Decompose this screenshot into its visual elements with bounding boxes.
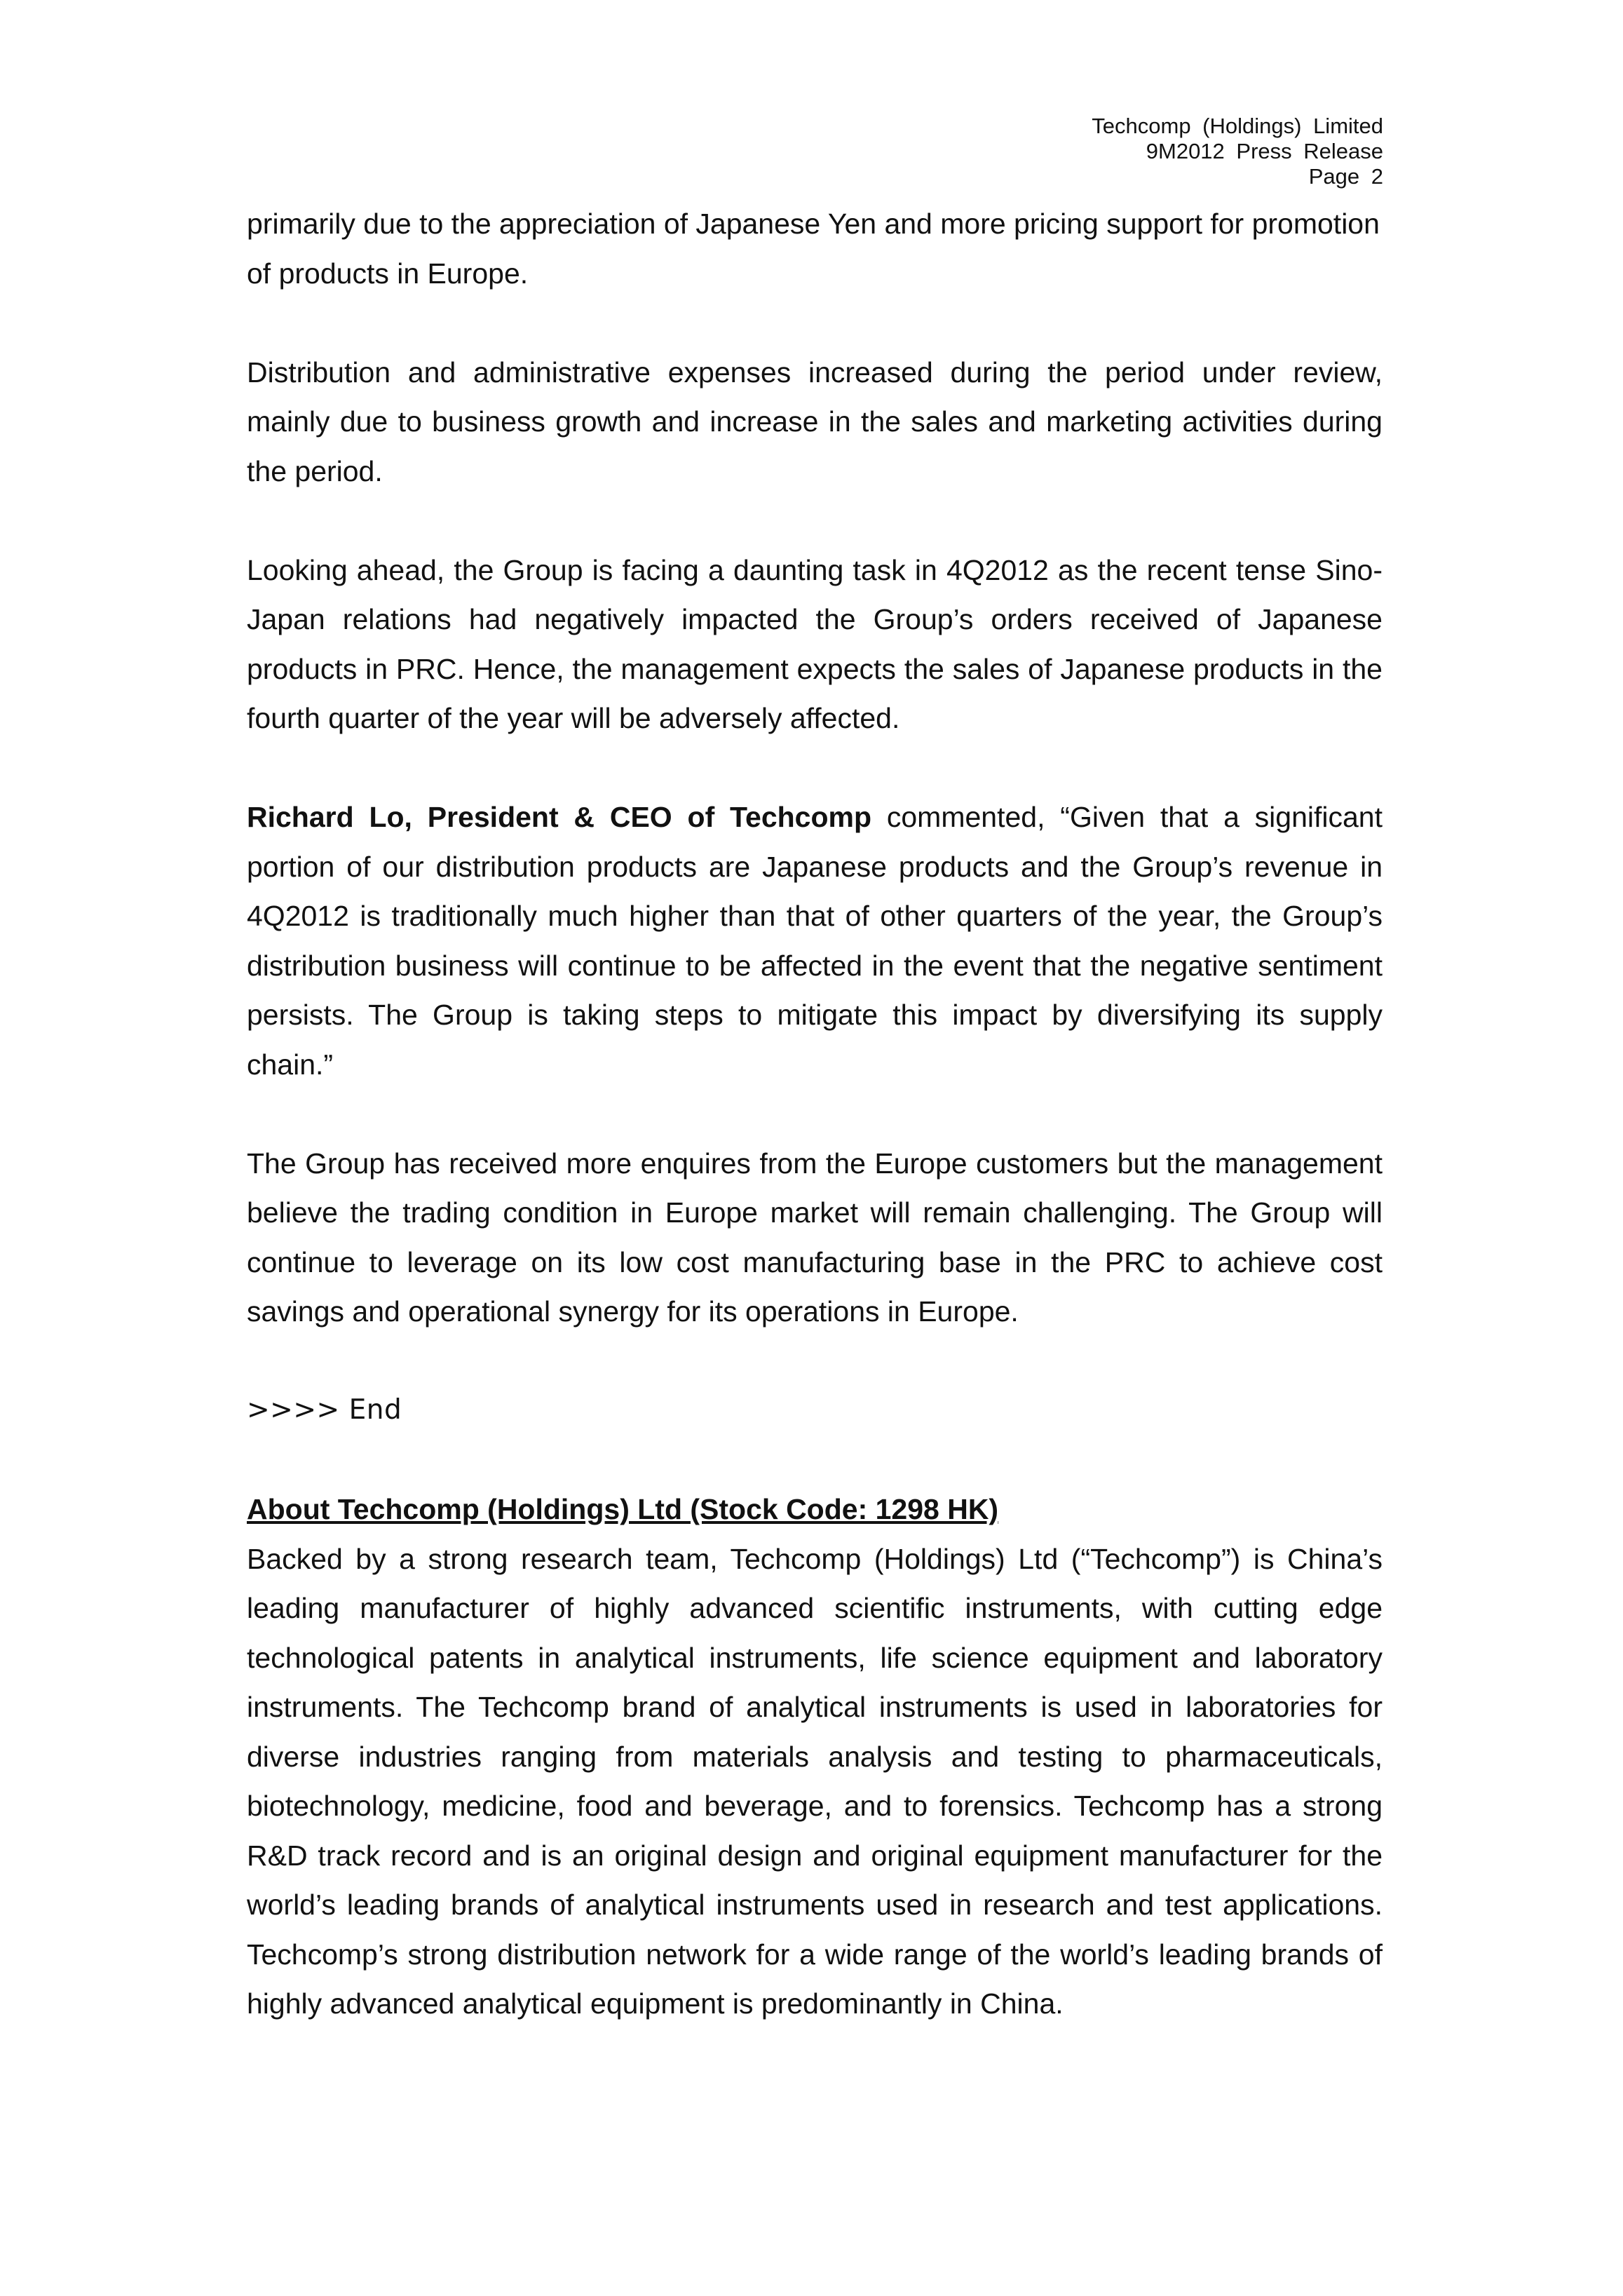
page-header [1092,114,1383,189]
header-page-number: Page 2 [1308,164,1383,189]
quote-text: commented, “Given that a significant portion of our distribution products are Japanese products and the Group’s revenue in 4Q2012 is traditionally much higher than that of other quarters of the year, the Group’s distribution business will continue to be affected in the event that the negative sentiment persists. The Group is taking steps to mitigate this impact by diversifying its supply chain.” [247,801,1383,1081]
document-body [247,199,1383,2078]
paragraph-pricing: primarily due to the appreciation of Japanese Yen and more pricing support for promotion of products in Europe. [247,208,1380,290]
header-company: Techcomp (Holdings) Limited [1092,114,1383,138]
about-text: Backed by a strong research team, Techcomp (Holdings) Ltd (“Techcomp”) is China’s leading manufacturer of highly advanced scientific instruments, with cutting edge technological patents in analytical instruments, life science equipment and laboratory instruments. The Techcomp brand of analytical instruments is used in laboratories for diverse industries ranging from materials analysis and testing to pharmaceuticals, biotechnology, medicine, food and beverage, and to forensics. Techcomp has a strong R&D track record and is an original design and original equipment manufacturer for the world’s leading brands of analytical instruments used in research and test applications. Techcomp’s strong distribution network for a wide range of the world’s leading brands of highly advanced analytical equipment is predominantly in China. [247,1542,1383,2020]
about-heading: About Techcomp (Holdings) Ltd (Stock Code: 1298 HK) [247,1493,999,1525]
paragraph-europe: The Group has received more enquires from the Europe customers but the management believe the trading condition in Europe market will remain challenging. The Group will continue to leverage on its low cost manufacturing base in the PRC to achieve cost savings and operational synergy for its operations in Europe. [247,1147,1383,1328]
paragraph-expenses: Distribution and administrative expenses increased during the period under review, mainly due to business growth and increase in the sales and marketing activities during the period. [247,356,1383,487]
header-document-title: 9M2012 Press Release [1146,139,1383,163]
paragraph-outlook: Looking ahead, the Group is facing a daunting task in 4Q2012 as the recent tense Sino-Japan relations had negatively impacted the Group’s orders received of Japanese products in PRC. Hence, the management expects the sales of Japanese products in the fourth quarter of the year will be adversely affected. [247,553,1383,734]
quote-speaker: Richard Lo, President & CEO of Techcomp [247,801,872,833]
end-marker: >>>> End [247,1394,402,1426]
paragraph-ceo-quote [247,792,1383,1089]
